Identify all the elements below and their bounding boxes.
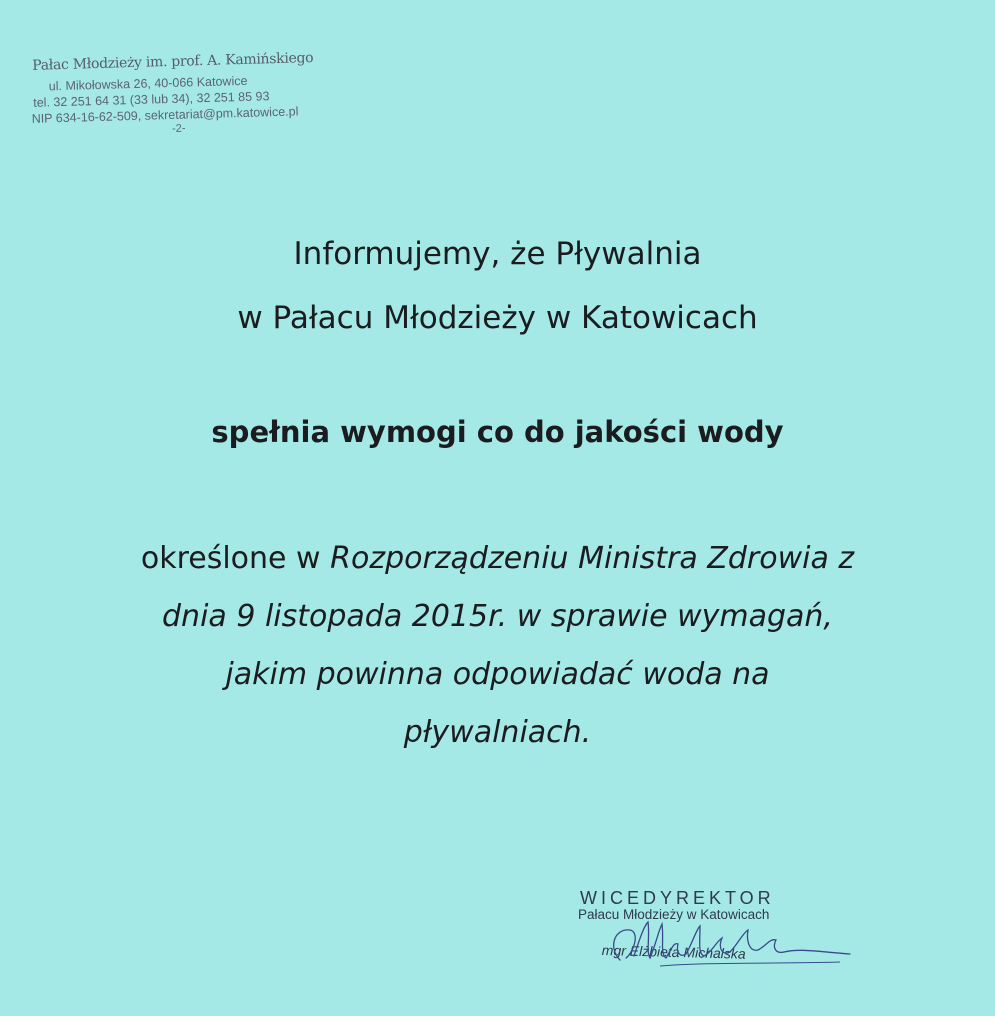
- quality-statement: spełnia wymogi co do jakości wody: [211, 415, 784, 449]
- heading-line-2: w Pałacu Młodzieży w Katowicach: [237, 300, 758, 336]
- regulation-line-1-italic: Rozporządzeniu Ministra Zdrowia z: [330, 541, 855, 576]
- regulation-line-1: [0, 530, 995, 588]
- signature-stroke: [614, 922, 850, 960]
- stamp-suffix: -2-: [171, 122, 186, 135]
- handwritten-signature: [600, 908, 860, 978]
- stamp-institution-name: Pałac Młodzieży im. prof. A. Kamińskiego: [31, 49, 314, 74]
- signature-name: mgr Elżbieta Michalska: [601, 942, 746, 962]
- institution-stamp: [26, 49, 348, 139]
- regulation-line-4-text: pływalniach.: [403, 715, 592, 750]
- regulation-line-2: [0, 588, 995, 646]
- stamp-address: ul. Mikołowska 26, 40-066 Katowice: [48, 73, 248, 94]
- heading: [0, 222, 995, 350]
- regulation-line-3: [0, 646, 995, 704]
- heading-line-1: Informujemy, że Pływalnia: [293, 236, 702, 272]
- regulation-line-1-prefix: określone w: [140, 541, 331, 576]
- regulation-line-3-text: jakim powinna odpowiadać woda na: [225, 657, 770, 692]
- regulation-line-4: [0, 704, 995, 762]
- signature-organization: Pałacu Młodzieży w Katowicach: [578, 907, 770, 922]
- regulation-line-2-text: dnia 9 listopada 2015r. w sprawie wymagań,: [162, 599, 833, 634]
- signature-underline: [660, 962, 840, 966]
- stamp-phone: tel. 32 251 64 31 (33 lub 34), 32 251 85 93: [33, 89, 270, 110]
- stamp-nip-email: NIP 634-16-62-509, sekretariat@pm.katowice.pl: [31, 104, 299, 126]
- signature-title: WICEDYREKTOR: [580, 888, 775, 908]
- regulation-text: [0, 530, 995, 762]
